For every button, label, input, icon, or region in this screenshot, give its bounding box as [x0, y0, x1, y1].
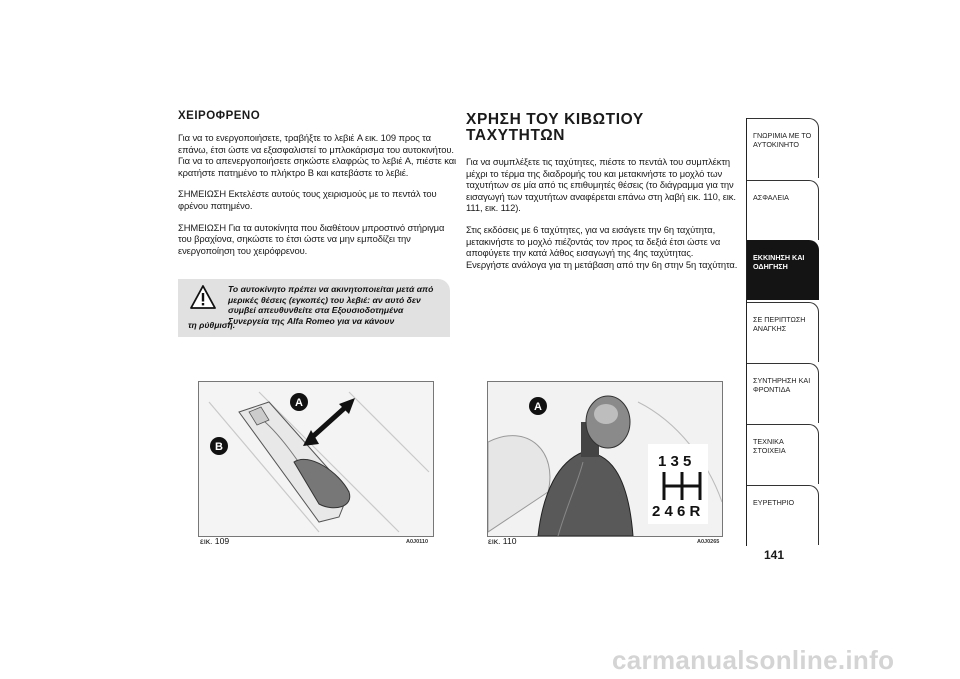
- figure-label-a: A: [295, 397, 303, 409]
- handbrake-title: ΧΕΙΡΟΦΡΕΝΟ: [178, 110, 261, 122]
- tab-safety[interactable]: [747, 180, 819, 240]
- gear-lever-illustration: [488, 382, 722, 536]
- figure-gear-lever: [487, 381, 723, 537]
- figure-110-label-a: A: [534, 401, 542, 413]
- gearbox-paragraph-2: Στις εκδόσεις με 6 ταχύτητες, για να εισάγετε την 6η ταχύτητα, μετακινήστε το μοχλό πιέζοντάς τον προς τα δεξιά έτσι ώστε να αποφύγετε την κατά λάθος εισαγωγή της 4ης ταχύτητας. Ενεργήστε ανάλογα για τη μετάβαση από την 6η στην 5η ταχύτητα.: [466, 223, 738, 270]
- tab-label: ΓΝΩΡΙΜΙΑ ΜΕ ΤΟ ΑΥΤΟΚΙΝΗΤΟ: [753, 131, 812, 149]
- gearbox-paragraph-1: Για να συμπλέξετε τις ταχύτητες, πιέστε το πεντάλ του συμπλέκτη μέχρι το τέρμα της διαδρομής του και μετακινήστε το μοχλό των ταχυτήτων σε μία από τις επιθυμητές θέσεις (το διάγραμμα για την εισαγωγή των ταχυτήτων αναφέρεται επάνω στη λαβή εικ. 110, εικ. 111, εικ. 112).: [466, 156, 736, 214]
- warning-text-end: τη ρύθμιση.: [188, 320, 236, 330]
- gear-pattern-bottom: 2 4 6 R: [652, 503, 701, 520]
- figure-109-caption: εικ. 109: [200, 536, 230, 546]
- tab-label: ΑΣΦΑΛΕΙΑ: [753, 193, 789, 202]
- handbrake-illustration: [199, 382, 433, 536]
- warning-triangle-icon: [190, 285, 216, 309]
- tab-index[interactable]: [747, 485, 819, 545]
- handbrake-section: [178, 110, 460, 266]
- tab-label: ΤΕΧΝΙΚΑ ΣΤΟΙΧΕΙΑ: [753, 437, 786, 455]
- figure-109-code: A0J0110: [406, 539, 429, 545]
- handbrake-note-1: ΣΗΜΕΙΩΣΗ Εκτελέστε αυτούς τους χειρισμούς με το πεντάλ του φρένου πατημένο.: [178, 188, 437, 211]
- tab-label: ΣΥΝΤΗΡΗΣΗ ΚΑΙ ΦΡΟΝΤΙΔΑ: [753, 376, 811, 394]
- gearbox-title-line-2: ΤΑΧΥΤΗΤΩΝ: [466, 127, 566, 144]
- gearbox-title-line-1: ΧΡΗΣΗ ΤΟΥ ΚΙΒΩΤΙΟΥ: [466, 111, 644, 128]
- handbrake-paragraph-1: Για να το ενεργοποιήσετε, τραβήξτε το λεβιέ A εικ. 109 προς τα επάνω, έτσι ώστε να εξασφαλιστεί το μπλοκάρισμα του αυτοκινήτου. Για να το απενεργοποιήσετε σηκώστε ελαφρώς το λεβιέ A, πιέστε και κρατήστε πατημένο το πλήκτρο B και κατεβάστε το λεβιέ.: [178, 132, 457, 178]
- figure-110-caption: εικ. 110: [488, 536, 517, 546]
- tab-getting-to-know[interactable]: [747, 118, 819, 178]
- gear-pattern-top: 1 3 5: [658, 453, 692, 470]
- watermark: carmanualsonline.info: [612, 645, 895, 675]
- figure-110-code: A0J0265: [697, 539, 720, 545]
- page-number: 141: [764, 548, 785, 562]
- tab-label: ΕΥΡΕΤΗΡΙΟ: [753, 498, 795, 507]
- figure-label-b: B: [215, 441, 223, 453]
- gearbox-title: [466, 112, 738, 144]
- warning-box: [178, 279, 450, 337]
- figure-handbrake: [198, 381, 434, 537]
- gearbox-section: [466, 112, 738, 280]
- tab-label: ΣΕ ΠΕΡΙΠΤΩΣΗ ΑΝΑΓΚΗΣ: [753, 315, 806, 333]
- chapter-tabs: [746, 118, 821, 546]
- warning-text: Το αυτοκίνητο πρέπει να ακινητοποιείται μετά από μερικές θέσεις (εγκοπές) του λεβιέ: αν αυτό δεν συμβεί απευθυνθείτε στα Εξουσιοδοτημένα Συνεργεία της Alfa Romeo για να κάνουν: [228, 284, 434, 326]
- tab-starting-driving[interactable]: [747, 240, 819, 300]
- handbrake-note-2: ΣΗΜΕΙΩΣΗ Για τα αυτοκίνητα που διαθέτουν μπροστινό στήριγμα του βραχίονα, σηκώστε το έτσι ώστε να μην εμποδίζει την ενεργοποίηση του χειρόφρενου.: [178, 221, 445, 256]
- tab-maintenance[interactable]: [747, 363, 819, 423]
- tab-technical-data[interactable]: [747, 424, 819, 484]
- tab-label: ΕΚΚΙΝΗΣΗ ΚΑΙ ΟΔΗΓΗΣΗ: [753, 253, 805, 271]
- tab-emergency[interactable]: [747, 302, 819, 362]
